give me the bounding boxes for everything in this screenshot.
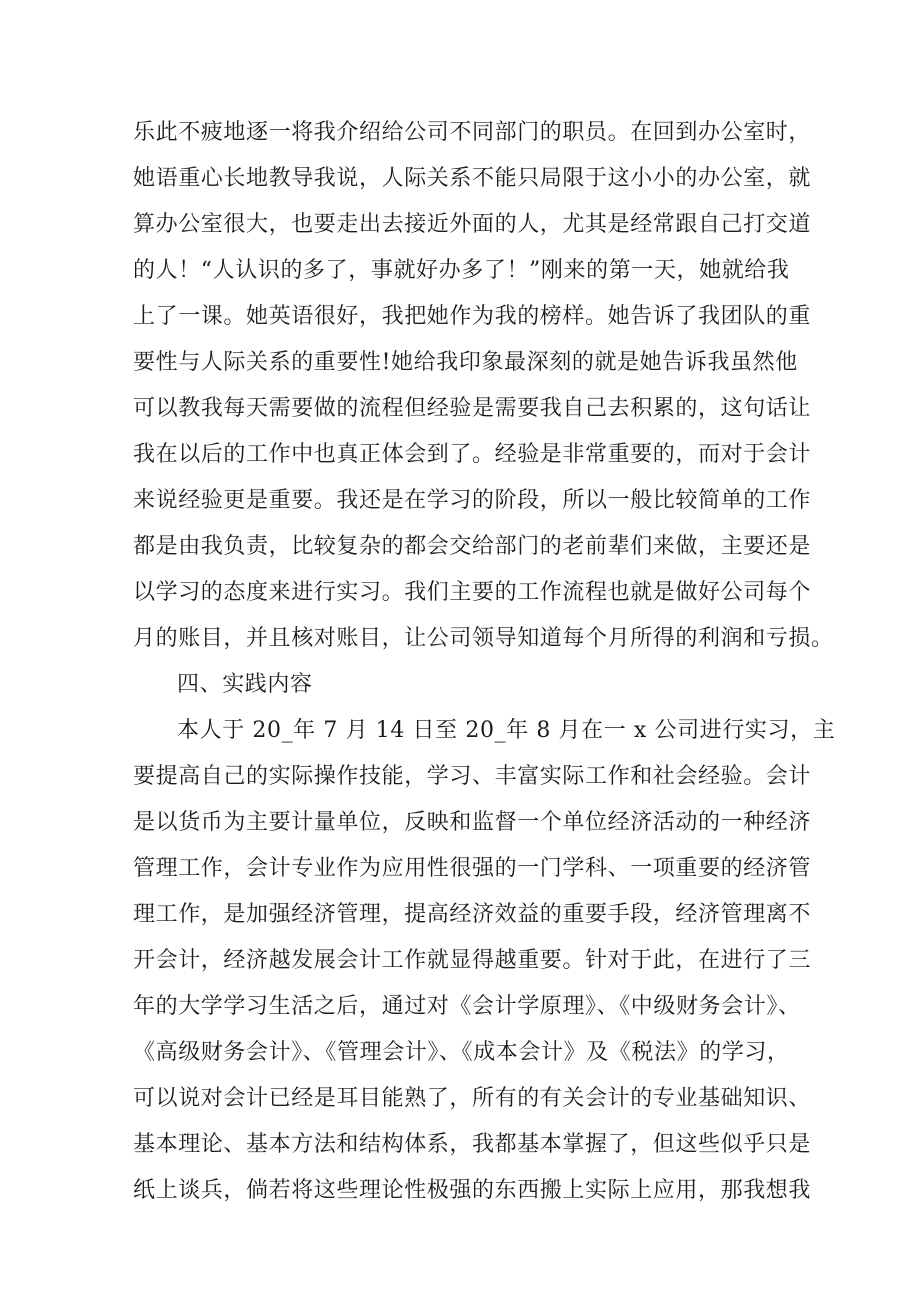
paragraph-line: 基本理论、基本方法和结构体系，我都基本掌握了，但这些似乎只是 <box>133 1132 812 1157</box>
section-heading: 四、实践内容 <box>177 672 313 697</box>
paragraph-line: 我在以后的工作中也真正体会到了。经验是非常重要的，而对于会计 <box>133 442 812 467</box>
paragraph-line: 算办公室很大，也要走出去接近外面的人，尤其是经常跟自己打交道 <box>133 212 812 237</box>
paragraph-line: 可以说对会计已经是耳目能熟了，所有的有关会计的专业基础知识、 <box>133 1086 812 1111</box>
paragraph-line: 开会计，经济越发展会计工作就显得越重要。针对于此，在进行了三 <box>133 948 812 973</box>
paragraph-line: 上了一课。她英语很好，我把她作为我的榜样。她告诉了我团队的重 <box>133 304 812 329</box>
paragraph-line: 来说经验更是重要。我还是在学习的阶段，所以一般比较简单的工作 <box>133 488 812 513</box>
paragraph-line: 《高级财务会计》、《管理会计》、《成本会计》及《税法》的学习， <box>133 1040 790 1065</box>
paragraph-line: 月的账目，并且核对账目，让公司领导知道每个月所得的利润和亏损。 <box>133 626 834 651</box>
paragraph-line: 她语重心长地教导我说，人际关系不能只局限于这小小的办公室，就 <box>133 166 812 191</box>
paragraph-line: 是以货币为主要计量单位，反映和监督一个单位经济活动的一种经济 <box>133 810 812 835</box>
paragraph-line: 可以教我每天需要做的流程但经验是需要我自己去积累的，这句话让 <box>133 396 812 421</box>
paragraph-line: 要提高自己的实际操作技能，学习、丰富实际工作和社会经验。会计 <box>133 764 812 789</box>
paragraph-line: 以学习的态度来进行实习。我们主要的工作流程也就是做好公司每个 <box>133 580 812 605</box>
paragraph-line: 年的大学学习生活之后，通过对《会计学原理》、《中级财务会计》、 <box>133 994 801 1019</box>
paragraph-line: 都是由我负责，比较复杂的都会交给部门的老前辈们来做，主要还是 <box>133 534 812 559</box>
paragraph-line: 纸上谈兵，倘若将这些理论性极强的东西搬上实际上应用，那我想我 <box>133 1178 812 1203</box>
paragraph-line: 管理工作，会计专业作为应用性很强的一门学科、一项重要的经济管 <box>133 856 812 881</box>
paragraph-line: 本人于 20_年 7 月 14 日至 20_年 8 月在一 x 公司进行实习，主 <box>177 718 836 743</box>
paragraph-line: 乐此不疲地逐一将我介绍给公司不同部门的职员。在回到办公室时， <box>133 120 812 145</box>
paragraph-line: 要性与人际关系的重要性!她给我印象最深刻的就是她告诉我虽然他 <box>133 350 798 375</box>
paragraph-line: 的人！“人认识的多了，事就好办多了！”刚来的第一天，她就给我 <box>133 258 790 283</box>
paragraph-line: 理工作，是加强经济管理，提高经济效益的重要手段，经济管理离不 <box>133 902 812 927</box>
